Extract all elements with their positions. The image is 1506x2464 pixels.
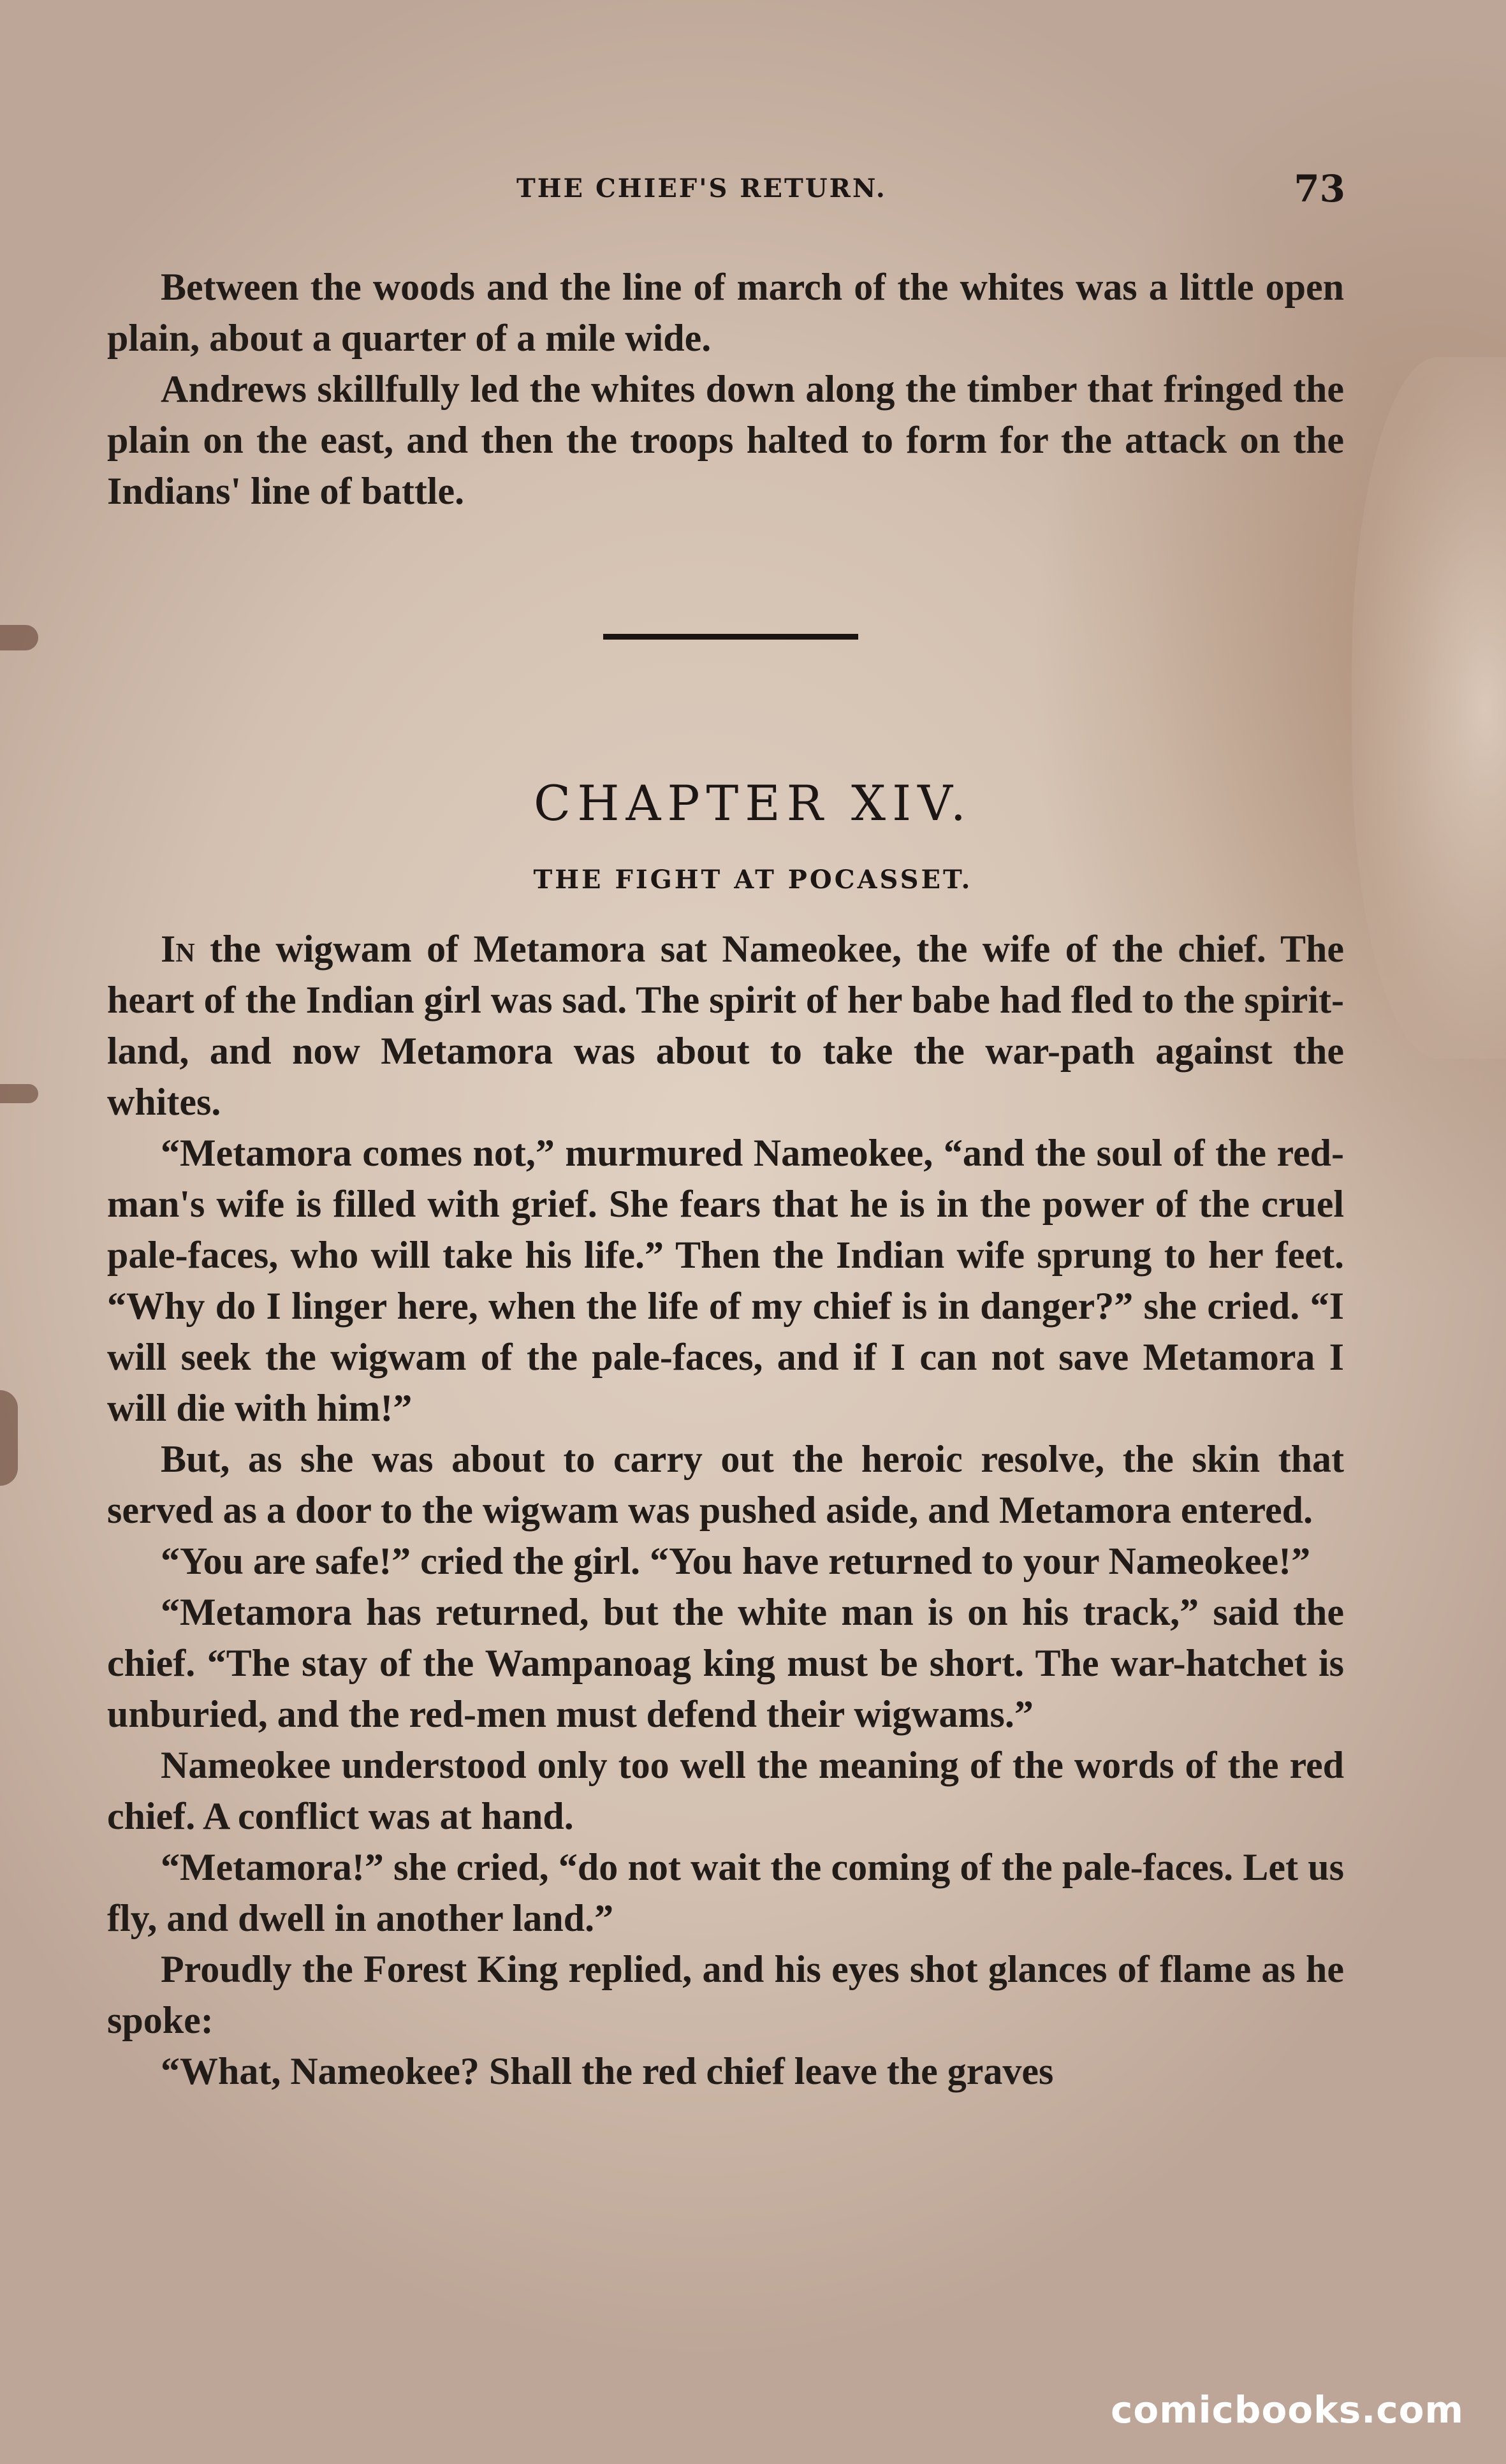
paragraph: [107, 923, 1344, 1127]
opening-word: In: [161, 928, 195, 970]
chapter-title: CHAPTER XIV.: [534, 775, 972, 832]
edge-damage-mark: [0, 1084, 38, 1103]
paragraph: Between the woods and the line of march of the whites was a little open plain, about a quarter of a mile wide.: [107, 266, 1344, 359]
paragraph: “You are safe!” cried the girl. “You have returned to your Nameokee!”: [161, 1540, 1311, 1582]
running-head: THE CHIEF'S RETURN.: [516, 173, 887, 203]
opening-text: the wigwam of Metamora sat Nameokee, the wife of the chief. The heart of the Indian girl was sad. The spirit of her babe had fled to the spirit-land, and now Metamora was about to take the war-path against the whites.: [107, 928, 1344, 1123]
edge-damage-mark: [0, 1390, 18, 1486]
paragraph: “Metamora!” she cried, “do not wait the coming of the pale-faces. Let us fly, and dwell in another land.”: [107, 1846, 1344, 1939]
edge-damage-mark: [0, 625, 38, 650]
chapter-text-block: [107, 923, 1344, 2097]
page-number: 73: [1294, 167, 1345, 210]
paragraph: “Metamora comes not,” murmured Nameokee, “and the soul of the red-man's wife is filled with grief. She fears that he is in the power of the cruel pale-faces, who will take his life.” Then the Indian wife sprung to her feet. “Why do I linger here, when the life of my chief is in danger?” she cried. “I will seek the wigwam of the pale-faces, and if I can not save Metamora I will die with him!”: [107, 1132, 1344, 1429]
watermark: comicbooks.com: [1111, 2388, 1464, 2431]
paragraph: But, as she was about to carry out the heroic resolve, the skin that served as a door to the wigwam was pushed aside, and Metamora entered.: [107, 1438, 1344, 1531]
page-header: [516, 167, 1345, 212]
paragraph: “Metamora has returned, but the white man is on his track,” said the chief. “The stay of the Wampanoag king must be short. The war-hatchet is unburied, and the red-men must defend their wigwams.”: [107, 1591, 1344, 1735]
chapter-subtitle: THE FIGHT AT POCASSET.: [533, 865, 973, 895]
paragraph: “What, Nameokee? Shall the red chief leave the graves: [161, 2050, 1054, 2092]
top-text-block: [107, 261, 1344, 517]
paragraph: Andrews skillfully led the whites down along the timber that fringed the plain on the east, and then the troops halted to form for the attack on the Indians' line of battle.: [107, 368, 1344, 512]
water-stain: [1352, 357, 1506, 1059]
section-divider: [603, 634, 858, 640]
paragraph: Proudly the Forest King replied, and his eyes shot glances of flame as he spoke:: [107, 1948, 1344, 2041]
paragraph: Nameokee understood only too well the meaning of the words of the red chief. A conflict was at hand.: [107, 1744, 1344, 1837]
